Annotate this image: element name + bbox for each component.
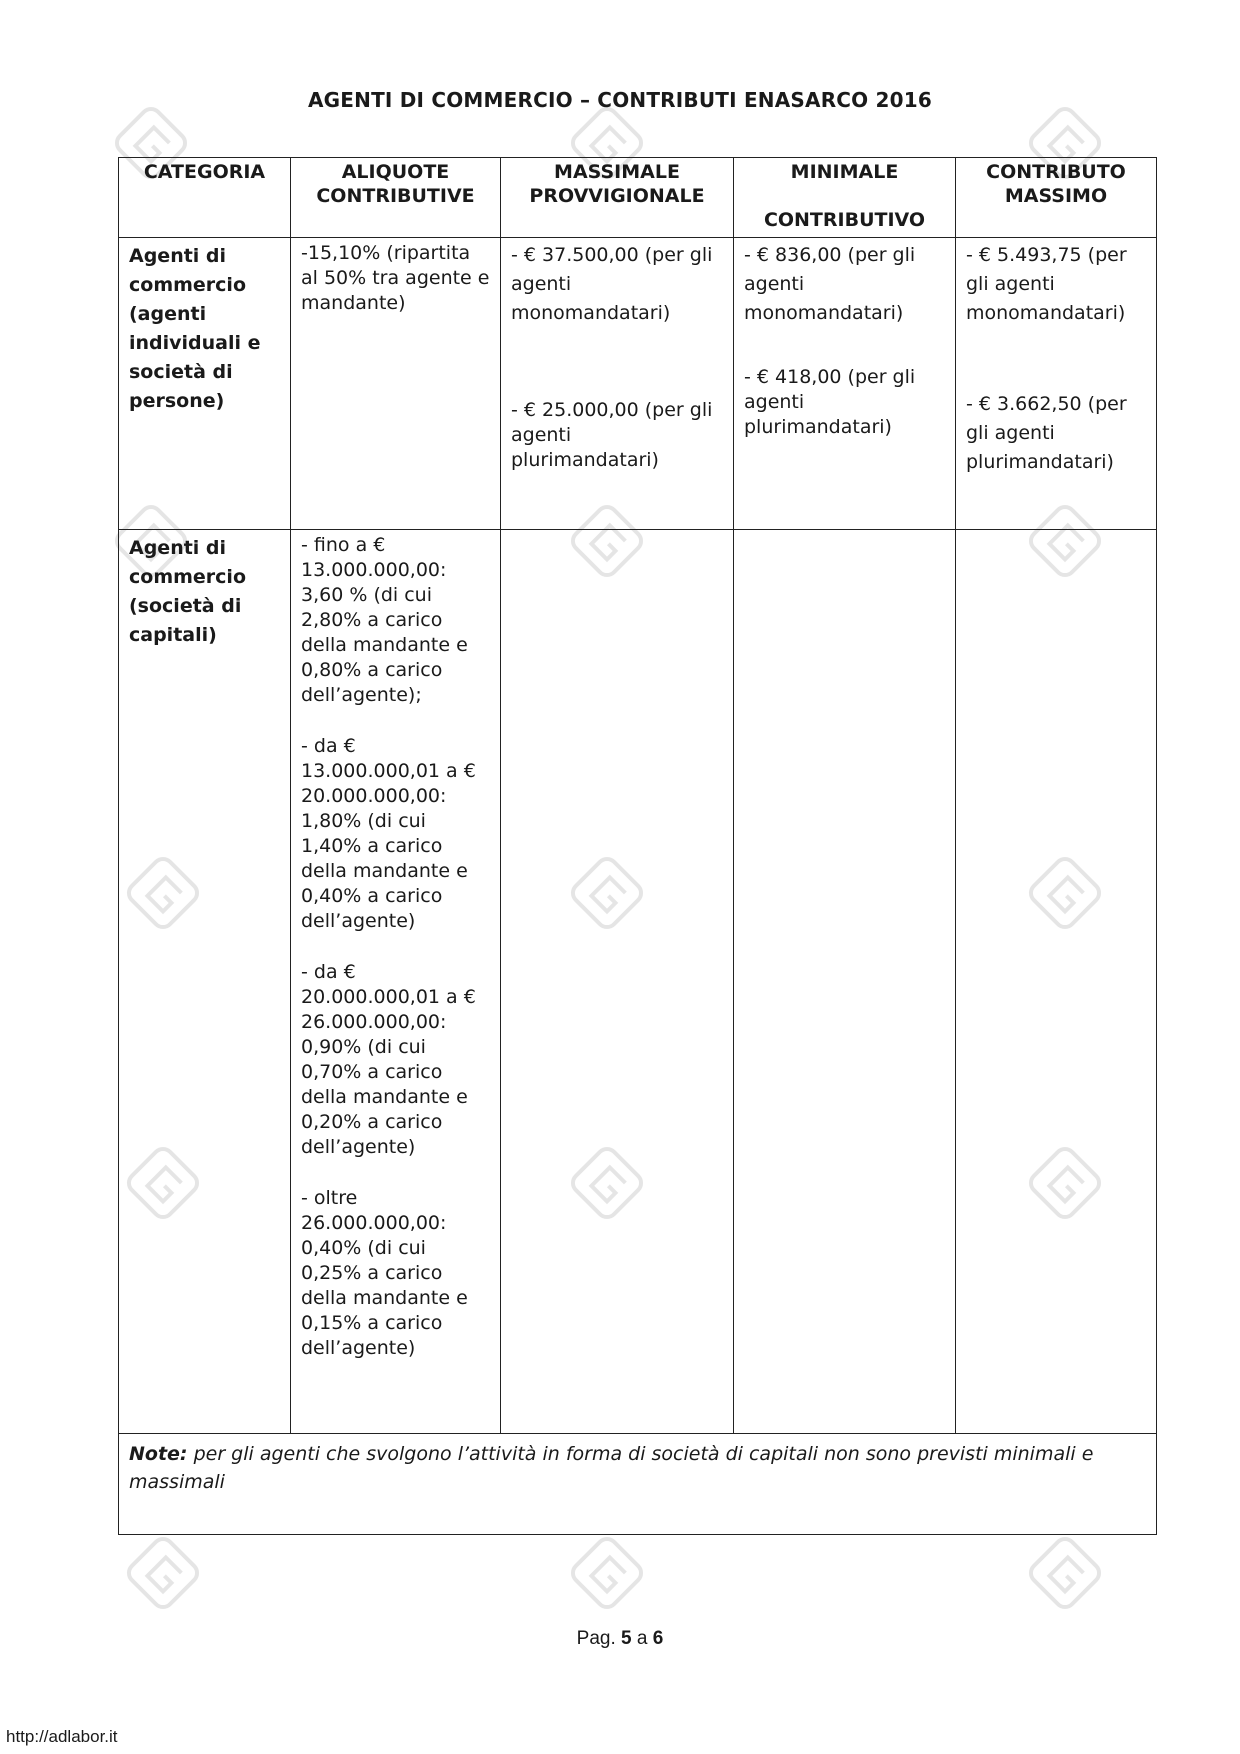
row2-minimale-empty bbox=[734, 530, 956, 1434]
header-minimale-line1: MINIMALE bbox=[790, 161, 899, 183]
row1-massimale-pluri: - € 25.000,00 (per gli agenti plurimandatari) bbox=[511, 399, 713, 471]
row1-massimo-mono: - € 5.493,75 (per gli agenti monomandatari) bbox=[966, 244, 1127, 324]
page-footer bbox=[0, 1628, 1240, 1650]
row1-massimale bbox=[501, 238, 734, 530]
watermark-logo-icon bbox=[120, 1530, 206, 1616]
row1-minimale bbox=[734, 238, 956, 530]
note-label: Note: bbox=[129, 1443, 188, 1465]
header-aliquote: ALIQUOTE CONTRIBUTIVE bbox=[291, 158, 501, 238]
table-header-row bbox=[119, 158, 1157, 238]
contributions-table bbox=[118, 157, 1157, 1535]
row2-category: Agenti di commercio (società di capitali) bbox=[119, 530, 291, 1434]
footer-prefix: Pag. bbox=[576, 1628, 622, 1649]
note-row bbox=[119, 1434, 1157, 1535]
note-text: per gli agenti che svolgono l’attività in forma di società di capitali non sono previsti minimali e massimali bbox=[129, 1443, 1094, 1493]
footer-middle: a bbox=[631, 1628, 653, 1649]
header-massimale: MASSIMALE PROVVIGIONALE bbox=[501, 158, 734, 238]
document-title: AGENTI DI COMMERCIO – CONTRIBUTI ENASARCO 2016 bbox=[307, 88, 933, 112]
row1-aliquote: -15,10% (ripartita al 50% tra agente e mandante) bbox=[291, 238, 501, 530]
watermark-logo-icon bbox=[1022, 1530, 1108, 1616]
source-url: http://adlabor.it bbox=[6, 1727, 118, 1746]
row2-fascia: - da € 20.000.000,01 a € 26.000.000,00: 0,90% (di cui 0,70% a carico della mandante e 0,20% a carico dell’agente) bbox=[301, 961, 476, 1158]
row1-massimale-mono: - € 37.500,00 (per gli agenti monomandatari) bbox=[511, 244, 713, 324]
header-categoria: CATEGORIA bbox=[119, 158, 291, 238]
row1-minimale-pluri: - € 418,00 (per gli agenti plurimandatari) bbox=[744, 366, 916, 438]
header-minimale bbox=[734, 158, 956, 238]
table-row bbox=[119, 530, 1157, 1434]
row1-massimo-pluri: - € 3.662,50 (per gli agenti plurimandatari) bbox=[966, 393, 1127, 473]
table-row bbox=[119, 238, 1157, 530]
row2-massimo-empty bbox=[956, 530, 1157, 1434]
row1-category: Agenti di commercio (agenti individuali e società di persone) bbox=[119, 238, 291, 530]
row2-massimale-empty bbox=[501, 530, 734, 1434]
row1-massimo bbox=[956, 238, 1157, 530]
row2-fascia: - fino a € 13.000.000,00: 3,60 % (di cui 2,80% a carico della mandante e 0,80% a carico dell’agente); bbox=[301, 534, 468, 706]
header-minimale-line2: CONTRIBUTIVO bbox=[763, 209, 926, 231]
footer-page-total: 6 bbox=[652, 1628, 664, 1649]
row1-minimale-mono: - € 836,00 (per gli agenti monomandatari) bbox=[744, 244, 916, 324]
header-contributo-massimo: CONTRIBUTO MASSIMO bbox=[956, 158, 1157, 238]
note-cell bbox=[119, 1434, 1157, 1535]
row2-fascia: - oltre 26.000.000,00: 0,40% (di cui 0,25% a carico della mandante e 0,15% a carico dell’agente) bbox=[301, 1187, 468, 1359]
row2-fascia: - da € 13.000.000,01 a € 20.000.000,00: 1,80% (di cui 1,40% a carico della mandante e 0,40% a carico dell’agente) bbox=[301, 735, 476, 932]
footer-page-number: 5 bbox=[621, 1628, 632, 1649]
watermark-logo-icon bbox=[564, 1530, 650, 1616]
row2-aliquote bbox=[291, 530, 501, 1434]
